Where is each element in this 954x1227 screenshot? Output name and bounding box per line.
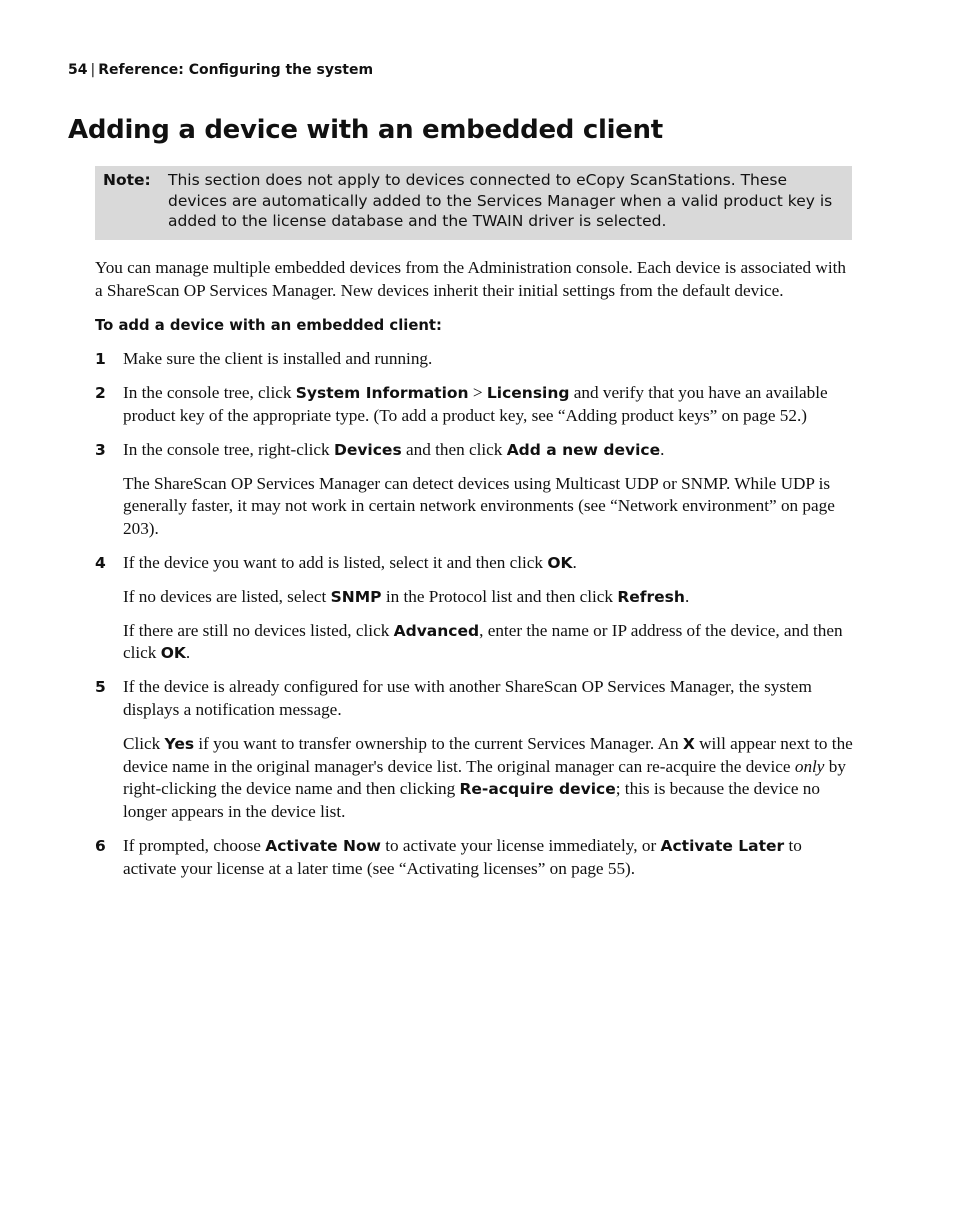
ui-term-snmp: SNMP: [330, 587, 382, 606]
step-detail: The ShareScan OP Services Manager can detect devices using Multicast UDP or SNMP. While UDP is generally faster, it may not work in certain network environments (see “Network environment” on page 203).: [123, 473, 835, 539]
text-run: Click: [123, 733, 165, 753]
text-run: If there are still no devices listed, click: [123, 620, 394, 640]
step-text: [123, 552, 855, 575]
text-run: and then click: [401, 439, 507, 459]
text-run: , enter the name or IP address of the device, and then click: [123, 620, 843, 663]
ui-term-ok: OK: [160, 644, 186, 663]
ui-term-re-acquire-device: Re-acquire device: [459, 780, 616, 799]
step-number: 2: [95, 384, 106, 403]
step-number: 5: [95, 678, 106, 697]
step-number: 3: [95, 440, 106, 459]
step-text: Make sure the client is installed and running.: [123, 349, 433, 369]
ui-term-x: X: [682, 734, 695, 753]
intro-paragraph: You can manage multiple embedded devices from the Administration console. Each device is associated with a ShareScan OP Services Manager. New devices inherit their initial settings from the default device.: [95, 258, 846, 300]
step-detail: [123, 586, 855, 609]
emphasis-only: only: [794, 756, 825, 776]
step-text: If the device is already configured for use with another ShareScan OP Services Manager, the system displays a notification message.: [123, 677, 812, 719]
ui-term-refresh: Refresh: [617, 587, 685, 606]
header-section: Reference: Configuring the system: [98, 62, 374, 78]
step-number: 1: [95, 350, 106, 369]
step-detail: [123, 620, 855, 666]
page-title: Adding a device with an embedded client: [68, 115, 663, 145]
text-run: .: [185, 643, 191, 663]
step-6: [95, 835, 855, 881]
note-box: [95, 166, 852, 240]
ui-term-advanced: Advanced: [393, 621, 480, 640]
ui-term-system-information: System Information: [295, 384, 469, 403]
step-text: [123, 439, 855, 462]
text-run: if you want to transfer ownership to the current Services Manager. An: [194, 733, 683, 753]
running-header: [68, 62, 373, 78]
ui-term-devices: Devices: [333, 440, 402, 459]
text-run: in the Protocol list and then click: [381, 586, 618, 606]
ui-term-ok: OK: [547, 553, 573, 572]
text-run: will appear next to the device name in the original manager's device list. The original manager can re-acquire the device: [123, 733, 853, 776]
text-run: to activate your license immediately, or: [380, 835, 661, 855]
text-run: ; this is because the device no longer appears in the device list.: [123, 779, 820, 822]
header-separator: |: [90, 62, 96, 78]
text-run: by right-clicking the device name and then clicking: [123, 756, 846, 799]
ui-term-yes: Yes: [164, 734, 195, 753]
step-2: [95, 382, 855, 428]
text-run: .: [684, 586, 690, 606]
step-text: [123, 835, 855, 881]
step-5: [95, 676, 855, 824]
text-run: .: [572, 552, 577, 572]
step-3: [95, 439, 855, 541]
text-run: In the console tree, right-click: [123, 439, 334, 459]
procedure-heading: To add a device with an embedded client:: [95, 316, 442, 334]
step-number: 6: [95, 836, 106, 855]
step-4: [95, 552, 855, 665]
step-text: [123, 382, 855, 428]
text-run: If the device you want to add is listed, select it and then click: [123, 552, 548, 572]
text-run: to activate your license at a later time (see “Activating licenses” on page 55).: [123, 835, 802, 878]
ui-term-activate-later: Activate Later: [660, 836, 785, 855]
ui-term-add-new-device: Add a new device: [506, 440, 661, 459]
ui-term-activate-now: Activate Now: [265, 836, 381, 855]
text-run: >: [468, 383, 487, 403]
ui-term-licensing: Licensing: [486, 384, 570, 403]
text-run: .: [660, 439, 665, 459]
step-number: 4: [95, 553, 106, 572]
step-1: [95, 348, 855, 371]
page-number: 54: [68, 62, 88, 78]
note-label: Note:: [103, 171, 151, 189]
note-text: This section does not apply to devices connected to eCopy ScanStations. These devices are automatically added to the Services Manager when a valid product key is added to the license database and the TWAIN driver is selected.: [168, 171, 833, 230]
body-content: [95, 257, 855, 892]
text-run: In the console tree, click: [123, 383, 296, 403]
step-detail: [123, 733, 855, 824]
text-run: If prompted, choose: [123, 835, 266, 855]
text-run: and verify that you have an available product key of the appropriate type. (To add a product key, see “Adding product keys” on page 52.): [123, 383, 828, 425]
text-run: If no devices are listed, select: [123, 586, 331, 606]
